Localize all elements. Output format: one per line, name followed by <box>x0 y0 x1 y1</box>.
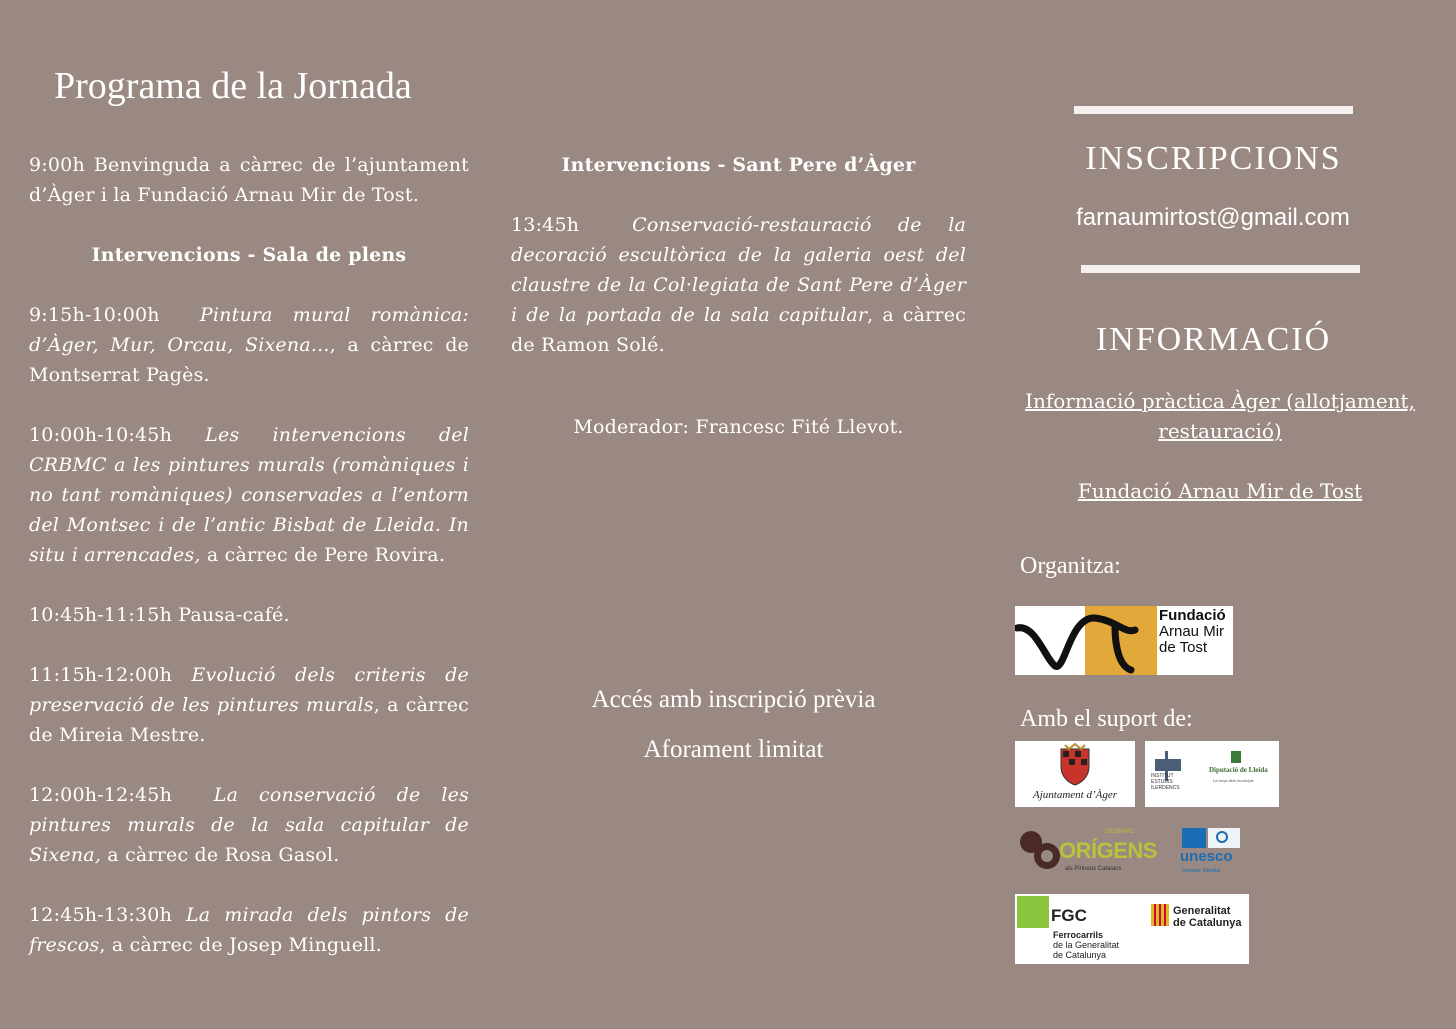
iei-diputacio-logo <box>1145 741 1279 807</box>
logo-text: Ferrocarrils <box>1053 930 1104 940</box>
divider <box>1074 106 1353 114</box>
section-heading: Intervencions - Sala de plens <box>91 244 407 266</box>
program-item: 12:45h-13:30h La mirada dels pintors de frescos, a càrrec de Josep Minguell. <box>29 904 469 956</box>
fundacio-link[interactable]: Fundació Arnau Mir de Tost <box>1077 479 1363 503</box>
moderator-text: Moderador: Francesc Fité Llevot. <box>573 416 904 438</box>
globe-icon <box>1216 831 1228 843</box>
logo-text: Generalitat <box>1173 905 1231 917</box>
temple-icon <box>1182 828 1206 848</box>
logo-text: FGC <box>1051 906 1087 925</box>
logo-text: Geoparc Mundial <box>1182 868 1221 874</box>
logo-text: als Pirineus Catalans <box>1065 866 1122 872</box>
senyera-icon <box>1151 904 1169 926</box>
divider <box>1081 265 1360 273</box>
logo-text: unesco <box>1180 848 1233 865</box>
program-item: 9:15h-10:00h Pintura mural romànica: d’Àger, Mur, Orcau, Sixena..., a càrrec de Montserrat Pagès. <box>29 304 470 386</box>
program-column-2 <box>511 150 966 472</box>
program-item: 10:45h-11:15h Pausa-café. <box>29 604 290 626</box>
capacity-text: Aforament limitat <box>643 736 824 763</box>
organitza-label: Organitza: <box>1020 553 1121 579</box>
logo-text: ORÍGENS <box>1059 838 1157 863</box>
program-item: 11:15h-12:00h Evolució dels criteris de preservació de les pintures murals, a càrrec de Mireia Mestre. <box>29 664 469 746</box>
program-item: 13:45h Conservació-restauració de la decoració escultòrica de la galeria oest del claustre de la Col·legiata de Sant Pere d’Àger i de la portada de la sala capitular, a càrrec de Ramon Solé. <box>511 214 966 356</box>
program-item: 10:00h-10:45h Les intervencions del CRBMC a les pintures murals (romàniques i no tant romàniques) conservades a l’entorn del Montsec i de l’antic Bisbat de Lleida. In situ i arrencades, a càrrec de Pere Rovira. <box>29 424 469 566</box>
logo-text: ILERDENCS <box>1151 785 1180 791</box>
diputacio-shield-icon <box>1231 751 1241 763</box>
origens-mark-icon <box>1017 828 1061 872</box>
ajuntament-logo <box>1015 741 1135 807</box>
section-heading: Intervencions - Sant Pere d’Àger <box>561 154 916 176</box>
inscripcions-heading: INSCRIPCIONS <box>1085 140 1342 177</box>
logo-text: Diputació de Lleida <box>1209 766 1268 774</box>
suport-label: Amb el suport de: <box>1020 706 1193 732</box>
logo-text: INSTITUT <box>1151 773 1174 779</box>
fgc-generalitat-logo <box>1015 894 1249 964</box>
logo-text: ESTUDIS <box>1151 779 1173 785</box>
page-title: Programa de la Jornada <box>54 65 412 107</box>
unesco-logo <box>1180 826 1246 876</box>
logo-text: de la Generalitat <box>1053 940 1120 950</box>
logo-text: de Catalunya <box>1053 950 1107 960</box>
origens-logo <box>1017 826 1163 876</box>
logo-text: Ajuntament d’Àger <box>1032 789 1117 801</box>
program-column-1 <box>29 150 469 990</box>
logo-text: Arnau Mir <box>1159 623 1225 640</box>
fundacio-logo <box>1015 606 1233 675</box>
coat-of-arms-icon <box>1055 743 1095 787</box>
logo-text: GEOPARC <box>1105 829 1135 835</box>
informacio-heading: INFORMACIÓ <box>1095 321 1332 358</box>
logo-text: de Catalunya <box>1173 917 1242 929</box>
logo-text: de Tost <box>1159 639 1208 656</box>
logo-text: Fundació <box>1159 607 1226 624</box>
brush-stroke-icon <box>1015 606 1157 675</box>
welcome-text: 9:00h Benvinguda a càrrec de l’ajuntament d’Àger i la Fundació Arnau Mir de Tost. <box>29 154 469 206</box>
fgc-mark-icon <box>1017 896 1049 928</box>
info-practica-link[interactable]: Informació pràctica Àger (allotjament, restauració) <box>1025 389 1415 443</box>
program-item: 12:00h-12:45h La conservació de les pintures murals de la sala capitular de Sixena, a càrrec de Rosa Gasol. <box>29 784 470 866</box>
logo-text: La força dels municipis <box>1213 778 1254 783</box>
email-link[interactable]: farnaumirtost@gmail.com <box>1076 204 1350 231</box>
access-text: Accés amb inscripció prèvia <box>591 686 876 713</box>
